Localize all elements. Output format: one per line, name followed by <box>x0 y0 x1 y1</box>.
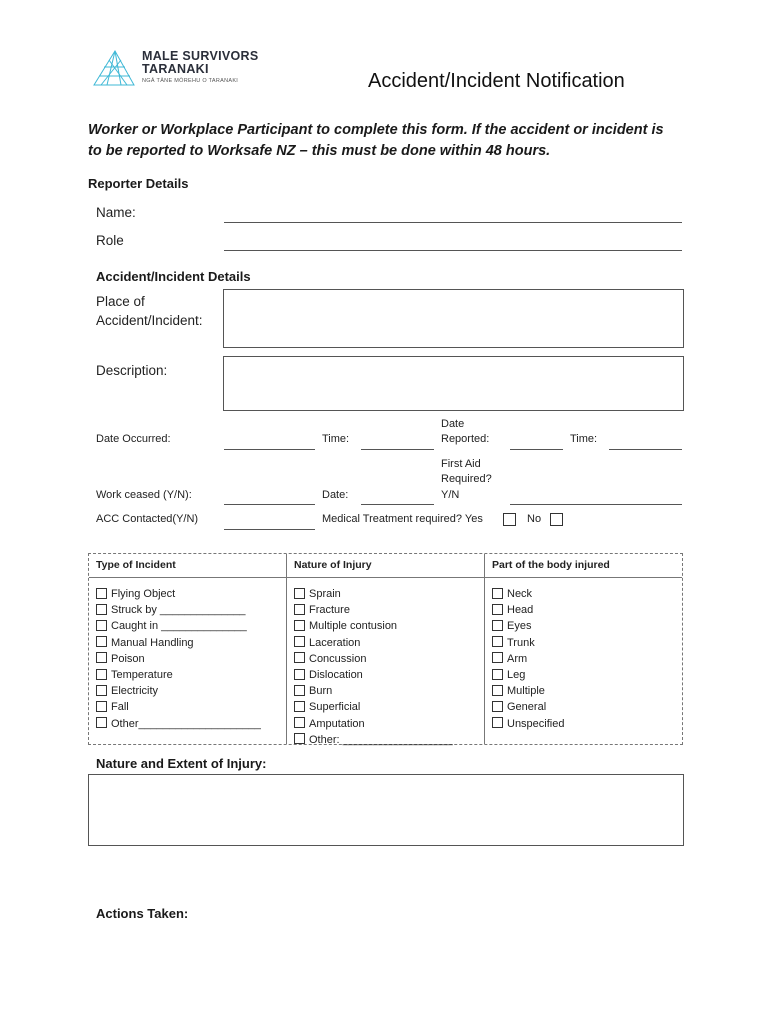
injury-nature-item[interactable] <box>294 717 365 733</box>
incident-type-checkbox[interactable] <box>96 636 107 647</box>
body-part-item[interactable] <box>492 587 532 603</box>
first-aid-label-2: Required? <box>441 473 492 485</box>
reporter-heading: Reporter Details <box>88 176 189 191</box>
extent-field[interactable] <box>88 774 684 846</box>
body-part-checkbox[interactable] <box>492 620 503 631</box>
incident-type-item[interactable] <box>96 636 194 652</box>
injury-nature-checkbox[interactable] <box>294 685 305 696</box>
body-part-item[interactable] <box>492 700 546 716</box>
time-field-1[interactable] <box>361 449 434 450</box>
column-divider <box>286 554 287 744</box>
injury-nature-item[interactable] <box>294 619 397 635</box>
date-reported-label-2: Reported: <box>441 433 490 445</box>
acc-field[interactable] <box>224 529 315 530</box>
date-reported-field[interactable] <box>510 449 563 450</box>
header-nature-of-injury: Nature of Injury <box>294 559 372 571</box>
injury-nature-label: Superficial <box>309 701 361 714</box>
injury-nature-checkbox[interactable] <box>294 636 305 647</box>
body-part-item[interactable] <box>492 668 525 684</box>
injury-nature-item[interactable] <box>294 700 360 716</box>
role-label: Role <box>96 233 124 248</box>
injury-nature-checkbox[interactable] <box>294 669 305 680</box>
body-part-checkbox[interactable] <box>492 669 503 680</box>
body-part-label: General <box>507 701 547 714</box>
body-part-label: Trunk <box>507 636 535 649</box>
incident-type-label: Electricity <box>111 685 159 698</box>
time-label-1: Time: <box>322 433 350 445</box>
incident-type-item[interactable] <box>96 717 261 733</box>
injury-nature-label: Multiple contusion <box>309 620 398 633</box>
body-part-label: Arm <box>507 652 528 665</box>
first-aid-label-1: First Aid <box>441 458 481 470</box>
date-label: Date: <box>322 489 349 501</box>
name-field[interactable] <box>224 222 682 223</box>
incident-type-item[interactable] <box>96 652 145 668</box>
injury-nature-checkbox[interactable] <box>294 701 305 712</box>
body-part-item[interactable] <box>492 717 564 733</box>
incident-type-item[interactable] <box>96 684 158 700</box>
document-title: Accident/Incident Notification <box>368 70 625 92</box>
date-reported-label-1: Date <box>441 418 465 430</box>
header-part-of-body: Part of the body injured <box>492 559 610 571</box>
actions-heading: Actions Taken: <box>96 906 189 921</box>
first-aid-label-3: Y/N <box>441 489 460 501</box>
place-field[interactable] <box>223 289 684 348</box>
time-label-2: Time: <box>570 433 598 445</box>
body-part-checkbox[interactable] <box>492 636 503 647</box>
incident-type-checkbox[interactable] <box>96 685 107 696</box>
intro-line-1: Worker or Workplace Participant to complete this form. If the accident or incident is <box>88 122 664 138</box>
body-part-label: Unspecified <box>507 717 565 730</box>
body-part-checkbox[interactable] <box>492 685 503 696</box>
incident-type-label: Poison <box>111 652 145 665</box>
body-part-item[interactable] <box>492 636 535 652</box>
incident-type-label: Caught in ______________ <box>111 620 247 633</box>
first-aid-field[interactable] <box>510 504 682 505</box>
incident-type-label: Flying Object <box>111 588 176 600</box>
name-label: Name: <box>96 205 136 220</box>
incident-type-checkbox[interactable] <box>96 701 107 712</box>
incident-type-checkbox[interactable] <box>96 669 107 680</box>
time-field-2[interactable] <box>609 449 682 450</box>
incident-type-item[interactable] <box>96 587 175 603</box>
column-divider <box>484 554 485 744</box>
logo-mark-icon <box>93 50 135 86</box>
extent-heading: Nature and Extent of Injury: <box>96 756 267 771</box>
header-type-of-incident: Type of Incident <box>96 559 176 571</box>
body-part-label: Neck <box>507 588 533 600</box>
injury-nature-checkbox[interactable] <box>294 652 305 663</box>
incident-type-item[interactable] <box>96 603 246 619</box>
injury-nature-item[interactable] <box>294 668 363 684</box>
injury-nature-label: Burn <box>309 685 333 698</box>
work-ceased-field[interactable] <box>224 504 315 505</box>
incident-type-checkbox[interactable] <box>96 588 107 599</box>
medical-label: Medical Treatment required? Yes <box>322 513 483 525</box>
body-part-label: Multiple <box>507 685 545 698</box>
injury-nature-checkbox[interactable] <box>294 733 305 744</box>
body-part-checkbox[interactable] <box>492 588 503 599</box>
body-part-checkbox[interactable] <box>492 604 503 615</box>
logo <box>93 48 273 88</box>
injury-nature-item[interactable] <box>294 587 341 603</box>
injury-nature-label: Fracture <box>309 604 350 617</box>
body-part-label: Eyes <box>507 620 532 633</box>
description-field[interactable] <box>223 356 684 411</box>
logo-title-line2: TARANAKI <box>142 62 209 76</box>
injury-nature-checkbox[interactable] <box>294 588 305 599</box>
incident-type-checkbox[interactable] <box>96 717 107 728</box>
incident-type-checkbox[interactable] <box>96 652 107 663</box>
intro-line-2: to be reported to Worksafe NZ – this must be done within 48 hours. <box>88 143 551 159</box>
injury-nature-label: Concussion <box>309 652 367 665</box>
incident-type-label: Fall <box>111 701 129 714</box>
medical-no-checkbox[interactable] <box>550 513 563 526</box>
injury-nature-label: Laceration <box>309 636 361 649</box>
incident-type-label: Manual Handling <box>111 636 194 649</box>
acc-label: ACC Contacted(Y/N) <box>96 513 199 525</box>
body-part-item[interactable] <box>492 619 531 635</box>
body-part-checkbox[interactable] <box>492 701 503 712</box>
place-label-1: Place of <box>96 294 145 309</box>
injury-nature-checkbox[interactable] <box>294 717 305 728</box>
injury-nature-item[interactable] <box>294 636 360 652</box>
incident-type-label: Struck by ______________ <box>111 604 246 617</box>
incident-type-item[interactable] <box>96 619 247 635</box>
body-part-item[interactable] <box>492 603 533 619</box>
incident-type-item[interactable] <box>96 668 173 684</box>
place-label-2: Accident/Incident: <box>96 313 203 328</box>
injury-nature-item[interactable] <box>294 733 453 749</box>
incident-type-label: Other____________________ <box>111 717 261 730</box>
body-part-checkbox[interactable] <box>492 652 503 663</box>
injury-nature-label: Sprain <box>309 588 341 600</box>
medical-yes-checkbox[interactable] <box>503 513 516 526</box>
body-part-label: Head <box>507 604 534 617</box>
logo-title-line1: MALE SURVIVORS <box>142 49 259 63</box>
injury-table <box>88 553 683 745</box>
incident-type-item[interactable] <box>96 700 129 716</box>
injury-nature-item[interactable] <box>294 652 366 668</box>
injury-nature-checkbox[interactable] <box>294 620 305 631</box>
injury-nature-label: Amputation <box>309 717 365 730</box>
body-part-checkbox[interactable] <box>492 717 503 728</box>
role-field[interactable] <box>224 250 682 251</box>
body-part-label: Leg <box>507 669 526 681</box>
description-label: Description: <box>96 363 168 378</box>
body-part-item[interactable] <box>492 684 545 700</box>
date-field[interactable] <box>361 504 434 505</box>
injury-nature-label: Other: __________________ <box>309 733 453 746</box>
incident-type-checkbox[interactable] <box>96 604 107 615</box>
date-occurred-label: Date Occurred: <box>96 433 171 445</box>
incident-heading: Accident/Incident Details <box>96 269 251 284</box>
medical-no-label: No <box>527 513 542 525</box>
work-ceased-label: Work ceased (Y/N): <box>96 489 192 501</box>
date-occurred-field[interactable] <box>224 449 315 450</box>
body-part-item[interactable] <box>492 652 527 668</box>
logo-tagline: NGĀ TĀNE MŌREHU O TARANAKI <box>142 78 239 84</box>
incident-type-checkbox[interactable] <box>96 620 107 631</box>
incident-type-label: Temperature <box>111 669 173 681</box>
injury-nature-item[interactable] <box>294 684 332 700</box>
injury-nature-label: Dislocation <box>309 669 363 681</box>
injury-nature-checkbox[interactable] <box>294 604 305 615</box>
injury-nature-item[interactable] <box>294 603 350 619</box>
